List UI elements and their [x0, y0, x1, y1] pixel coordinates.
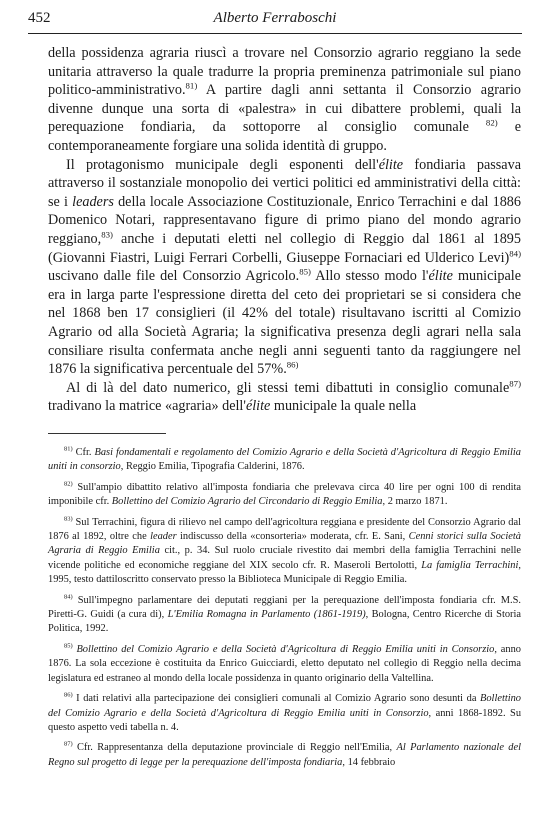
footnote-84: $^{84)}$ Sull'impegno parlamentare dei deputati reggiani per la perequazione dell'imposta fondiaria cfr. M.S. Piretti-G. Guidi (a cura di), L'Emilia Romagna in Parlamento (1861-1919), Bologna, Centro Ricerche di Storia Politica, 1992.: [48, 593, 521, 635]
page-header: [28, 8, 522, 32]
footnote-ref-84: 84): [509, 247, 521, 258]
footnote-ref-82: 82): [485, 117, 498, 128]
footnote-ref-85: 85): [299, 266, 311, 277]
footnote-ref-87: 87): [509, 377, 521, 388]
paragraph-3: Al di là del dato numerico, gli stessi temi dibattuti in consiglio comunale$^{87)}$ tradivano la matrice «agraria» dell'élite municipale la quale nella: [48, 377, 521, 415]
footnote-ref-81: 81): [185, 80, 198, 91]
running-title: Alberto Ferraboschi: [213, 10, 337, 26]
page-number: 452: [28, 10, 51, 26]
paragraph-1: della possidenza agraria riuscì a trovare nel Consorzio agrario reggiano la sede unitaria attraverso la quale tradurre la propria preminenza patrimoniale sul piano politico-amministrativo.$^{81)}$ A partire dagli anni settanta il Consorzio agrario divenne dunque una sorta di «palestra» in cui dibattere problemi, quali la perequazione fondiaria, da sottoporre al consiglio comunale $^{82)}$ e contemporaneamente forgiare una solida identità di gruppo.: [48, 45, 521, 154]
footnote-82: $^{82)}$ Sull'ampio dibattito relativo all'imposta fondiaria che prelevava circa 40 lire per ogni 100 di rendita imponibile cfr. Bollettino del Comizio Agrario del Circondario di Reggio Emilia, 2 marzo 1871.: [48, 480, 521, 508]
footnote-86: $^{86)}$ I dati relativi alla partecipazione dei consiglieri comunali al Comizio Agrario sono desunti da Bollettino del Comizio Agrario e della Società d'Agricoltura di Reggio Emilia uniti in Consorzio, anni 1868-1892. Su questo aspetto vedi tabella n. 4.: [48, 691, 522, 733]
footnote-85: $^{85)}$ Bollettino del Comizio Agrario e della Società d'Agricoltura di Reggio Emilia uniti in Consorzio, anno 1876. La sola eccezione è costituita da Enrico Guicciardi, eletto deputato nel collegio di Reggio nella decima legislatura ed estraneo al mondo della locale possidenza in quanto originario della Valtellina.: [48, 642, 521, 684]
footnote-87: $^{87)}$ Cfr. Rappresentanza della deputazione provinciale di Reggio nell'Emilia, Al Parlamento nazionale del Regno sul progetto di legge per la perequazione dell'imposta fondiaria, 14 febbraio: [48, 740, 521, 768]
header-rule: [28, 33, 522, 34]
footnote-ref-83: 83): [101, 229, 113, 240]
footnote-separator: [48, 433, 166, 434]
footnote-ref-86: 86): [286, 359, 299, 370]
footnote-83: $^{83)}$ Sul Terrachini, figura di rilievo nel campo dell'agricoltura reggiana e presidente del Consorzio Agrario dal 1876 al 1892, oltre che leader indiscusso della «consorteria» moderata, cfr. E. Sani, Cenni storici sulla Società Agraria di Reggio Emilia cit., p. 34. Sul ruolo cruciale rivestito dai membri della famiglia Terrachini nelle vicende politiche ed economiche reggiane del XIX secolo cfr. R. Maseroli Bertolotti, La famiglia Terrachini, 1995, testo dattiloscritto conservato presso la Biblioteca Municipale di Reggio Emilia.: [48, 515, 522, 586]
footnote-81: $^{81)}$ Cfr. Basi fondamentali e regolamento del Comizio Agrario e della Società d'Agricoltura di Reggio Emilia uniti in consorzio, Reggio Emilia, Tipografia Calderini, 1876.: [48, 445, 521, 473]
paragraph-2: Il protagonismo municipale degli esponenti dell'élite fondiaria passava attraverso il sostanziale monopolio dei vertici politici ed amministrativi della città: se i leaders della locale Associazione Costituzionale, Enrico Terrachini e dal 1886 Domenico Notari, rappresentavano figure di primo piano del mondo agrario reggiano,$^{83)}$ anche i deputati eletti nel collegio di Reggio dal 1861 al 1895 (Giovanni Fiastri, Luigi Ferrari Corbelli, Giuseppe Fornaciari ed Ulderico Levi)$^{84)}$ uscivano dalle file del Consorzio Agricolo.$^{85)}$ Allo stesso modo l'élite municipale era in larga parte l'espressione diretta del ceto dei proprietari se si considera che nel 1868 ben 17 consiglieri (il 42% del totale) risultavano iscritti al Comizio Agrario od alla Società Agraria; la significativa presenza degli agrari nella sala consiliare risulta confermata anche negli anni seguenti tanto da raggiungere nel 1876 la significativa percentuale del 57%.$^{86)}$: [48, 156, 521, 378]
main-text: [48, 44, 521, 416]
footnotes: [48, 446, 521, 776]
